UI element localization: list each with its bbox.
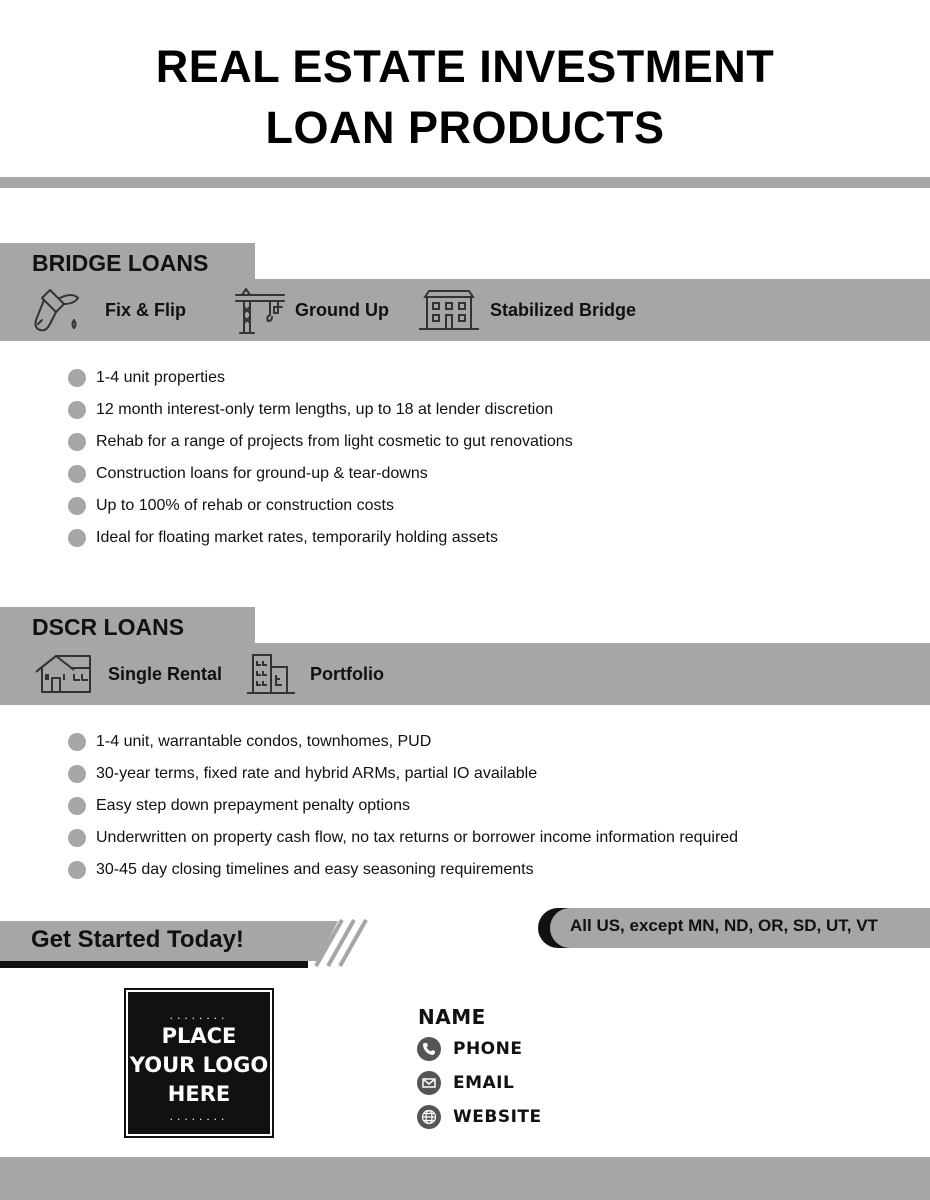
bullet-dot <box>68 465 86 483</box>
contact-phone[interactable]: PHONE <box>453 1039 523 1059</box>
contact-name: NAME <box>418 1005 486 1029</box>
title-divider <box>0 177 930 188</box>
bullet-text: 1-4 unit, warrantable condos, townhomes, PUD <box>96 733 432 750</box>
logo-dots-bottom: ........ <box>169 1109 229 1123</box>
bullet-dot <box>68 797 86 815</box>
page-title-line-1: REAL ESTATE INVESTMENT <box>155 41 775 92</box>
loan-type-ground-up <box>234 279 389 341</box>
page-title <box>0 36 930 158</box>
loan-type-portfolio <box>245 643 384 705</box>
bullet-text: Rehab for a range of projects from light cosmetic to gut renovations <box>96 433 573 450</box>
bullet-text: Construction loans for ground-up & tear-downs <box>96 465 428 482</box>
logo-placeholder <box>126 990 272 1136</box>
contact-email[interactable]: EMAIL <box>453 1073 515 1093</box>
bullet-dot <box>68 401 86 419</box>
contact-email-row[interactable] <box>417 1071 514 1095</box>
bullet-text: 30-year terms, fixed rate and hybrid ARMs, partial IO available <box>96 765 538 782</box>
apartment-buildings-icon <box>245 651 299 697</box>
phone-icon <box>417 1037 441 1061</box>
contact-website[interactable]: WEBSITE <box>453 1107 542 1127</box>
logo-text-line-2: YOUR LOGO <box>129 1053 269 1077</box>
list-item <box>68 795 738 827</box>
list-item <box>68 367 573 399</box>
contact-website-row[interactable] <box>417 1105 542 1129</box>
loan-type-label: Ground Up <box>295 299 389 320</box>
bullet-dot <box>68 433 86 451</box>
loan-type-fix-flip <box>30 279 186 341</box>
loan-type-label: Stabilized Bridge <box>490 299 637 320</box>
decorative-slashes-icon <box>312 918 376 968</box>
bullet-text: 30-45 day closing timelines and easy seasoning requirements <box>96 861 534 878</box>
contact-phone-row[interactable] <box>417 1037 522 1061</box>
bullet-dot <box>68 861 86 879</box>
logo-dots-top: ........ <box>169 1008 229 1022</box>
bullet-text: Easy step down prepayment penalty options <box>96 797 410 814</box>
list-item <box>68 431 573 463</box>
email-icon <box>417 1071 441 1095</box>
bullet-text: Underwritten on property cash flow, no tax returns or borrower income information required <box>96 829 739 846</box>
list-item <box>68 731 738 763</box>
bridge-loan-features <box>68 367 573 559</box>
footer-band <box>0 1157 930 1200</box>
loan-type-label: Portfolio <box>310 663 384 684</box>
list-item <box>68 463 573 495</box>
dscr-loans-heading: DSCR LOANS <box>0 607 255 647</box>
logo-text-line-1: PLACE <box>161 1024 237 1048</box>
list-item <box>68 763 738 795</box>
bullet-text: Ideal for floating market rates, temporarily holding assets <box>96 529 498 546</box>
bullet-dot <box>68 529 86 547</box>
bullet-dot <box>68 765 86 783</box>
logo-text-line-3: HERE <box>167 1082 231 1106</box>
get-started-label: Get Started Today! <box>31 926 244 953</box>
paint-brush-icon <box>30 284 86 336</box>
building-icon <box>417 287 481 333</box>
list-item <box>68 495 573 527</box>
dscr-loan-types-band <box>0 643 930 705</box>
service-area-text: All US, except MN, ND, OR, SD, UT, VT <box>570 916 878 935</box>
loan-type-stabilized-bridge <box>417 279 636 341</box>
list-item <box>68 859 738 891</box>
bridge-loan-types-band <box>0 279 930 341</box>
page-title-line-2: LOAN PRODUCTS <box>265 102 665 153</box>
loan-type-label: Fix & Flip <box>105 299 186 320</box>
loan-type-single-rental <box>34 643 222 705</box>
house-icon <box>34 652 94 696</box>
list-item <box>68 527 573 559</box>
globe-icon <box>417 1105 441 1129</box>
bullet-dot <box>68 369 86 387</box>
bullet-dot <box>68 733 86 751</box>
list-item <box>68 399 573 431</box>
get-started-underline <box>0 961 308 968</box>
bullet-text: Up to 100% of rehab or construction costs <box>96 497 394 514</box>
bullet-text: 12 month interest-only term lengths, up to 18 at lender discretion <box>96 401 554 418</box>
construction-crane-icon <box>234 285 286 335</box>
bridge-loans-heading: BRIDGE LOANS <box>0 243 255 283</box>
dscr-loan-features <box>68 731 738 891</box>
bullet-dot <box>68 497 86 515</box>
bullet-text: 1-4 unit properties <box>96 369 225 386</box>
loan-type-label: Single Rental <box>108 663 223 684</box>
bullet-dot <box>68 829 86 847</box>
list-item <box>68 827 738 859</box>
service-area-pill <box>538 908 930 948</box>
